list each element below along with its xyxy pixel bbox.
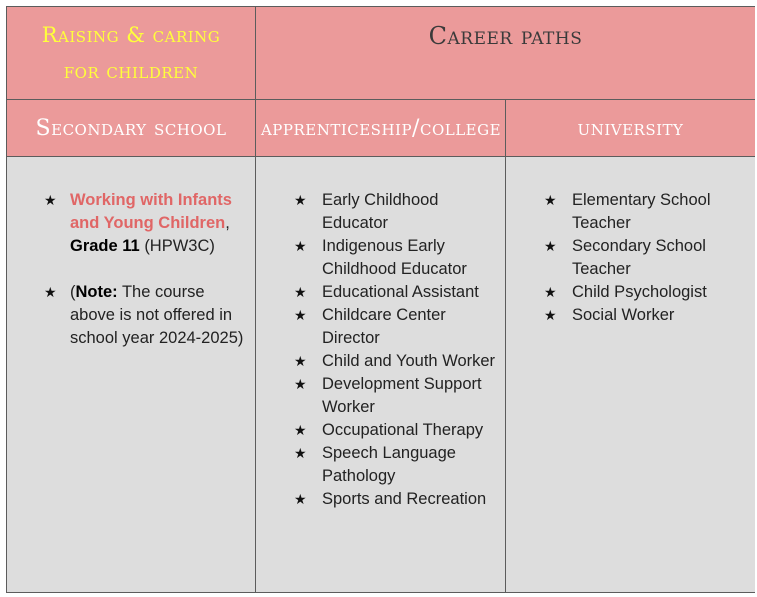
career-label: Early Childhood Educator: [322, 191, 439, 232]
career-label: Secondary School Teacher: [572, 237, 706, 278]
college-header: [256, 100, 506, 157]
career-label: Educational Assistant: [322, 283, 479, 301]
star-icon: ★: [544, 284, 557, 300]
career-label: Social Worker: [572, 306, 675, 324]
list-item: [544, 235, 751, 281]
star-icon: ★: [294, 238, 307, 254]
university-header: [506, 100, 755, 157]
topic-header-cell: [6, 6, 256, 100]
career-label: Child and Youth Worker: [322, 352, 496, 370]
star-icon: ★: [294, 353, 307, 369]
comma: ,: [225, 214, 230, 232]
star-icon: ★: [294, 284, 307, 300]
list-item: [294, 488, 502, 511]
star-icon: ★: [544, 238, 557, 254]
college-cell: [256, 157, 506, 593]
secondary-school-cell: [6, 157, 256, 593]
career-label: Development Support Worker: [322, 375, 482, 416]
note-paren: (: [70, 283, 76, 301]
star-icon: ★: [294, 307, 307, 323]
list-item: [294, 304, 502, 350]
career-paths-header-cell: [256, 6, 755, 100]
list-item: [294, 419, 502, 442]
university-label: university: [577, 116, 684, 141]
grid-line: [255, 6, 256, 593]
star-icon: ★: [294, 445, 307, 461]
grid-line: [6, 99, 755, 100]
grid-line: [6, 592, 755, 593]
note-label: Note:: [75, 283, 118, 301]
list-item: [294, 189, 502, 235]
star-icon: ★: [294, 192, 307, 208]
star-icon: ★: [44, 284, 57, 300]
college-career-list: [294, 189, 502, 511]
star-icon: ★: [544, 307, 557, 323]
list-item: [294, 235, 502, 281]
career-label: Childcare Center Director: [322, 306, 446, 347]
list-item: [44, 189, 250, 258]
career-label: Speech Language Pathology: [322, 444, 456, 485]
college-label: apprenticeship/college: [260, 116, 502, 141]
star-icon: ★: [294, 422, 307, 438]
university-career-list: [544, 189, 751, 327]
list-item: [44, 281, 250, 350]
course-code: (HPW3C): [144, 237, 215, 255]
star-icon: ★: [544, 192, 557, 208]
star-icon: ★: [294, 376, 307, 392]
secondary-school-label: Secondary school: [35, 116, 227, 141]
grid-line: [505, 99, 506, 593]
grade-label: Grade 11: [70, 237, 140, 255]
career-label: Sports and Recreation: [322, 490, 487, 508]
list-item: [544, 189, 751, 235]
career-label: Indigenous Early Childhood Educator: [322, 237, 467, 278]
list-item: [544, 281, 751, 304]
note-text: The course above is not offered in school year 2024-2025): [70, 283, 244, 347]
secondary-course-list: [44, 189, 250, 350]
list-item: [294, 281, 502, 304]
list-item: [294, 373, 502, 419]
list-item: [544, 304, 751, 327]
secondary-school-header: [6, 100, 256, 157]
star-icon: ★: [294, 491, 307, 507]
star-icon: ★: [44, 192, 57, 208]
grid-line: [6, 6, 755, 7]
university-cell: [506, 157, 755, 593]
career-label: Occupational Therapy: [322, 421, 484, 439]
course-link[interactable]: Working with Infants and Young Children: [70, 191, 232, 232]
career-label: Child Psychologist: [572, 283, 707, 301]
list-item: [294, 350, 502, 373]
career-label: Elementary School Teacher: [572, 191, 711, 232]
grid-line: [6, 156, 755, 157]
topic-title: Raising & caring for children: [41, 23, 221, 83]
career-paths-title: Career paths: [428, 22, 583, 50]
grid-line: [6, 6, 7, 593]
list-item: [294, 442, 502, 488]
